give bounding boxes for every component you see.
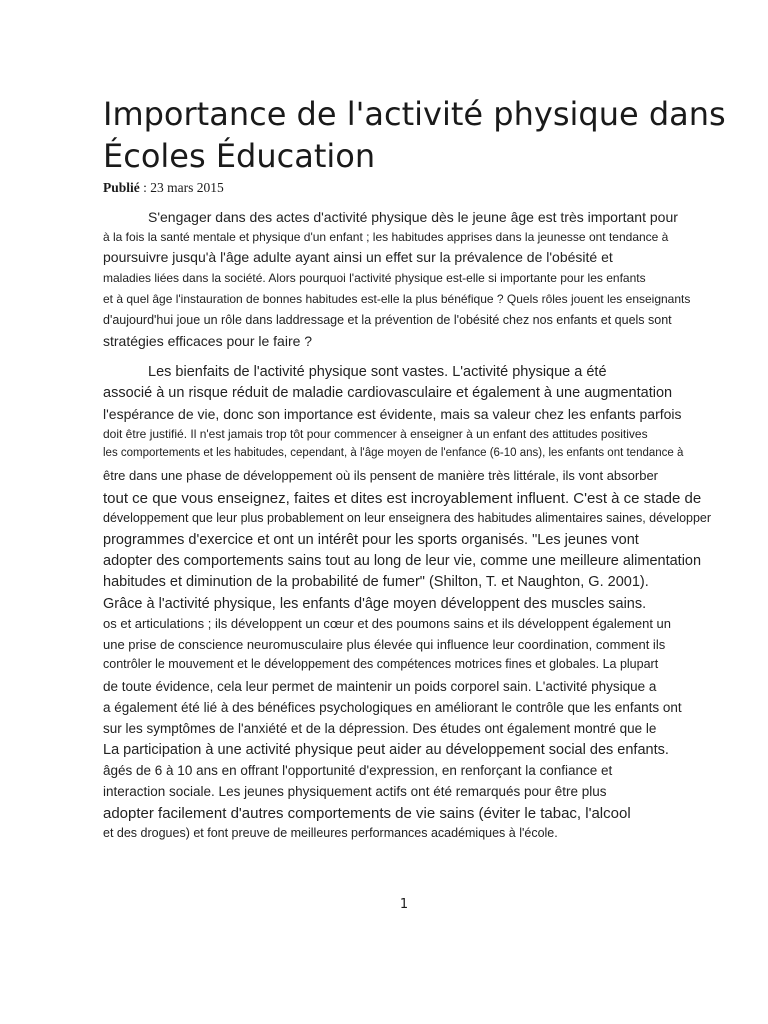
text-line: tout ce que vous enseignez, faites et dites est incroyablement influent. C'est à ce stade de	[103, 490, 702, 507]
text-line: interaction sociale. Les jeunes physiquement actifs ont été remarqués pour être plus	[103, 784, 607, 799]
title-line-1: Importance de l'activité physique dans	[103, 95, 726, 133]
text-line: maladies liées dans la société. Alors pourquoi l'activité physique est-elle si importante pour les enfants	[103, 271, 646, 285]
text-line: être dans une phase de développement où ils pensent de manière très littérale, ils vont absorber	[103, 468, 659, 483]
text-line: les comportements et les habitudes, cependant, à l'âge moyen de l'enfance (6-10 ans), les enfants ont tendance à	[103, 447, 684, 459]
text-line: Les bienfaits de l'activité physique sont vastes. L'activité physique a été	[148, 364, 607, 380]
text-line: La participation à une activité physique peut aider au développement social des enfants.	[103, 742, 669, 758]
published-label: Publié	[103, 180, 140, 195]
text-line: l'espérance de vie, donc son importance est évidente, mais sa valeur chez les enfants parfois	[103, 406, 682, 422]
published-separator: :	[139, 180, 151, 195]
text-line: associé à un risque réduit de maladie cardiovasculaire et également à une augmentation	[103, 385, 673, 401]
text-line: doit être justifié. Il n'est jamais trop tôt pour commencer à enseigner à un enfant des attitudes positives	[103, 427, 648, 441]
page-number: 1	[399, 897, 409, 912]
text-line: programmes d'exercice et ont un intérêt pour les sports organisés. "Les jeunes vont	[103, 532, 639, 548]
text-line: de toute évidence, cela leur permet de maintenir un poids corporel sain. L'activité physique a	[103, 679, 657, 694]
text-line: poursuivre jusqu'à l'âge adulte ayant ainsi un effet sur la prévalence de l'obésité et	[103, 249, 613, 265]
text-line: a également été lié à des bénéfices psychologiques en améliorant le contrôle que les enfants ont	[103, 700, 682, 715]
text-line: âgés de 6 à 10 ans en offrant l'opportunité d'expression, en renforçant la confiance et	[103, 763, 613, 778]
text-line: développement que leur plus probablement on leur enseignera des habitudes alimentaires saines, développer	[103, 511, 712, 525]
text-line: os et articulations ; ils développent un cœur et des poumons sains et ils développent également un	[103, 616, 672, 631]
text-line: une prise de conscience neuromusculaire plus élevée qui influence leur coordination, comment ils	[103, 637, 666, 652]
text-line: habitudes et diminution de la probabilité de fumer" (Shilton, T. et Naughton, G. 2001).	[103, 574, 649, 590]
text-line: sur les symptômes de l'anxiété et de la dépression. Des études ont également montré que le	[103, 721, 657, 736]
published-date: 23 mars 2015	[150, 180, 224, 195]
text-line: et des drogues) et font preuve de meilleures performances académiques à l'école.	[103, 826, 558, 840]
text-line: Grâce à l'activité physique, les enfants d'âge moyen développent des muscles sains.	[103, 596, 647, 612]
text-line: stratégies efficaces pour le faire ?	[103, 333, 313, 349]
text-line: et à quel âge l'instauration de bonnes habitudes est-elle la plus bénéfique ? Quels rôles jouent les enseignants	[103, 292, 691, 306]
text-line: adopter des comportements sains tout au long de leur vie, comme une meilleure alimentation	[103, 553, 702, 569]
text-line: adopter facilement d'autres comportements de vie sains (éviter le tabac, l'alcool	[103, 805, 631, 822]
published-date-line	[103, 180, 224, 196]
text-line: S'engager dans des actes d'activité physique dès le jeune âge est très important pour	[148, 209, 678, 225]
document-title	[103, 93, 753, 177]
text-line: contrôler le mouvement et le développement des compétences motrices fines et globales. La plupart	[103, 657, 659, 671]
text-line: d'aujourd'hui joue un rôle dans laddressage et la prévention de l'obésité chez nos enfants et quels sont	[103, 313, 672, 327]
title-line-2: Écoles Éducation	[103, 137, 376, 175]
text-line: à la fois la santé mentale et physique d'un enfant ; les habitudes apprises dans la jeunesse ont tendance à	[103, 230, 669, 244]
